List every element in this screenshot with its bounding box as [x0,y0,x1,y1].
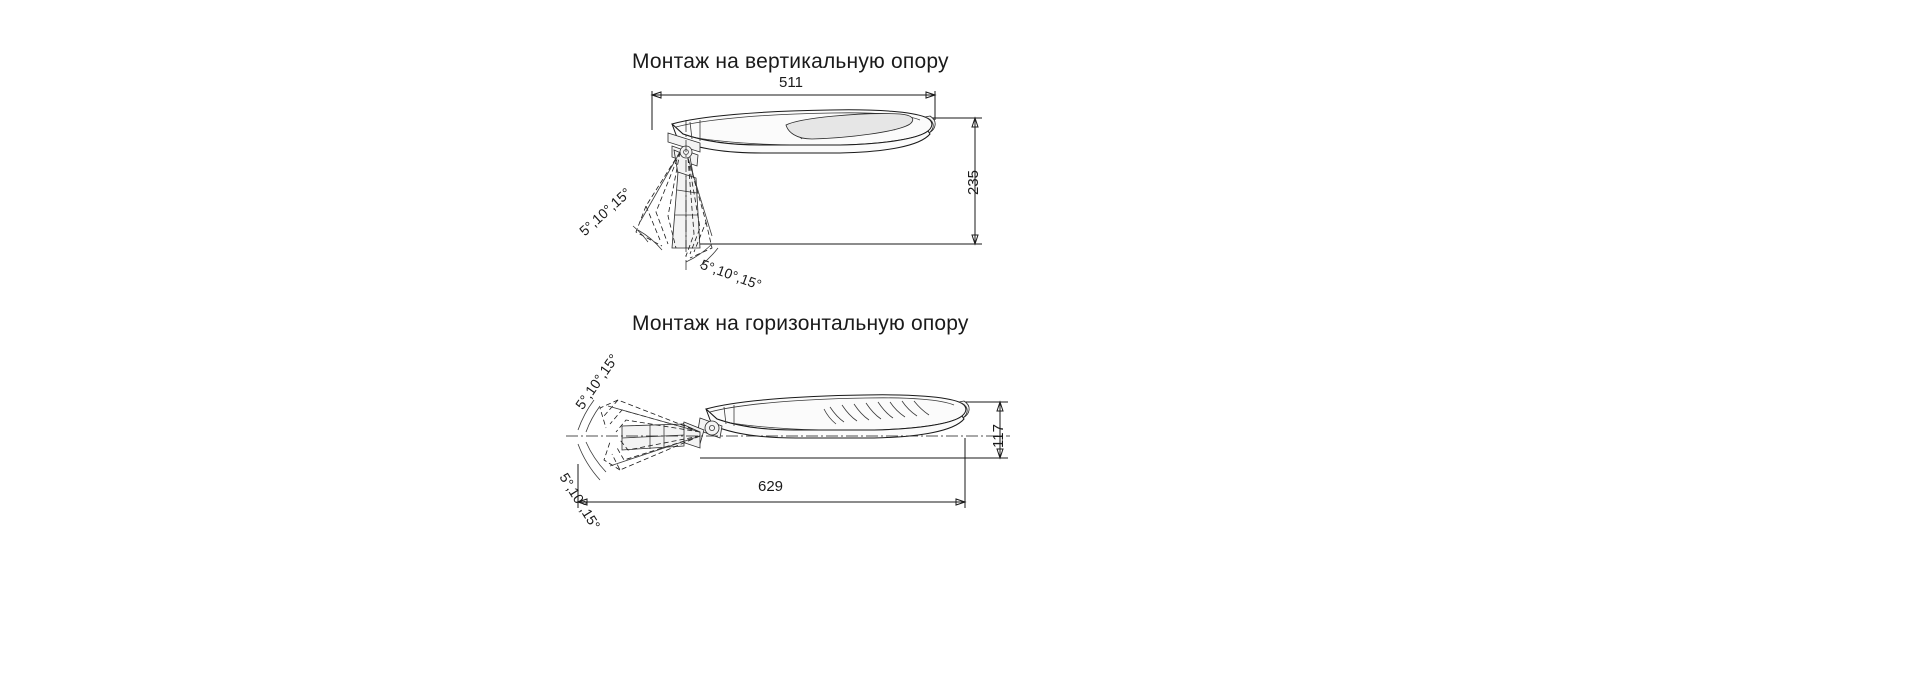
angle-label-upper-horizontal: 5°,10°,15° [572,350,622,413]
angle-label-upper-vertical: 5°,10°,15° [576,184,634,239]
angle-label-lower-horizontal: 5°,10°,15° [556,470,604,533]
horizontal-mount-title: Монтаж на горизонтальную опору [632,312,969,335]
horizontal-mount-drawing [0,380,1920,680]
vertical-mount-title: Монтаж на вертикальную опору [632,50,949,73]
luminaire-body [706,395,969,438]
horizontal-mount-diagram [0,312,1920,680]
dim-label-235: 235 [965,169,982,195]
dim-label-511: 511 [779,74,803,91]
dim-label-117: 117 [990,424,1007,448]
angle-label-lower-vertical: 5°,10°,15° [698,256,764,293]
luminaire-body [672,110,935,153]
dim-label-629: 629 [758,478,784,495]
mounting-bracket [668,133,700,248]
angle-arc-lower [578,442,606,480]
